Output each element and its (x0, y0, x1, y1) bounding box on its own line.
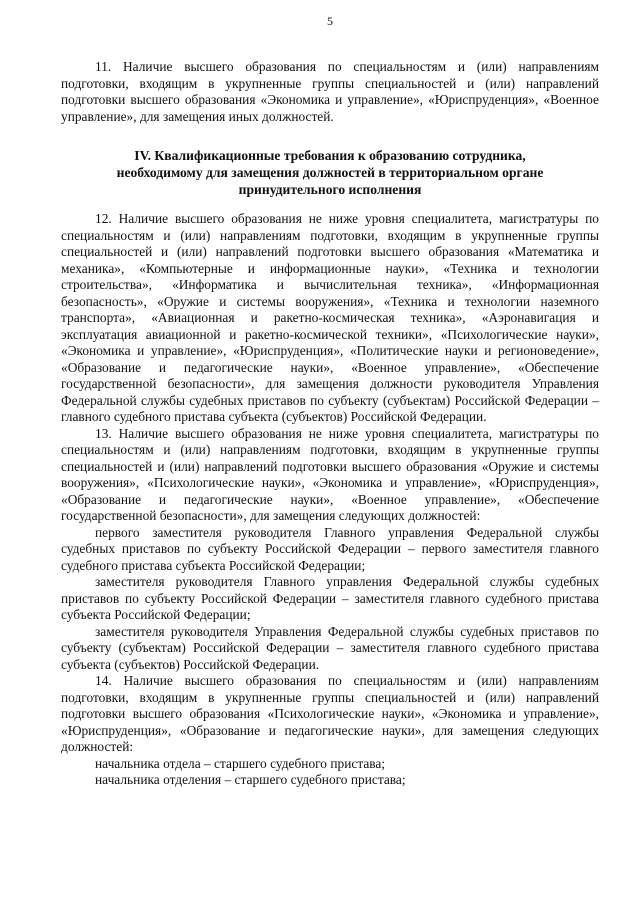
section-heading-line-2: необходимому для замещения должностей в территориальном органе (116, 165, 544, 180)
paragraph-14-item: начальника отдела – старшего судебного пристава; (95, 755, 386, 771)
paragraph-12: 12. Наличие высшего образования не ниже уровня специалитета, магистратуры по специальностям и (или) направлениям подготовки, входящим в укрупненные группы специальностей и (или) направлений подготовки высшего образования «Математика и механика», «Компьютерные и информационные науки», «Техника и технологии строительства», «Информатика и вычислительная техника», «Информационная безопасность», «Оружие и системы вооружения», «Техника и технологии наземного транспорта», «Авиационная и ракетно-космическая техника», «Аэронавигация и эксплуатация авиационной и ракетно-космической техники», «Психологические науки», «Экономика и управление», «Юриспруденция», «Политические науки и регионоведение», «Образование и педагогические науки», «Военное управление», «Обеспечение государственной безопасности», для замещения должности руководителя Управления Федеральной службы судебных приставов по субъекту (субъектам) Российской Федерации – главного судебного пристава субъекта (субъектов) Российской Федерации. (61, 211, 599, 424)
paragraph-14-item: начальника отделения – старшего судебного пристава; (95, 772, 406, 787)
section-heading (61, 147, 599, 198)
paragraph-13: 13. Наличие высшего образования не ниже уровня специалитета, магистратуры по специальностям и (или) направлениям подготовки, входящим в укрупненные группы специальностей и (или) направлений подготовки высшего образования «Оружие и системы вооружения», «Психологические науки», «Экономика и управление», «Юриспруденция», «Образование и педагогические науки», «Военное управление», «Обеспечение государственной безопасности», для замещения следующих должностей: (61, 425, 599, 523)
paragraph-13-item: заместителя руководителя Управления Федеральной службы судебных приставов по субъекту (субъектам) Российской Федерации – заместителя главного судебного пристава субъекта (субъектов) Российской Федерации. (61, 623, 599, 672)
paragraph-13-item: заместителя руководителя Главного управления Федеральной службы судебных приставов по субъекту Российской Федерации – заместителя главного судебного пристава субъекта Российской Федерации; (61, 574, 599, 622)
paragraph-13-item: первого заместителя руководителя Главного управления Федеральной службы судебных приставов по субъекту Российской Федерации – первого заместителя главного судебного пристава субъекта Российской Федерации; (61, 524, 599, 573)
paragraph-11: 11. Наличие высшего образования по специальностям и (или) направлениям подготовки, входящим в укрупненные группы специальностей и (или) направлений подготовки высшего образования «Экономика и управление», «Юриспруденция», «Военное управление», для замещения иных должностей. (61, 59, 599, 124)
section-heading-line-1: IV. Квалификационные требования к образованию сотрудника, (134, 148, 526, 163)
page-number: 5 (327, 14, 333, 28)
document-page (61, 14, 599, 789)
section-heading-line-3: принудительного исполнения (238, 182, 422, 197)
paragraph-14: 14. Наличие высшего образования по специальностям и (или) направлениям подготовки, входящим в укрупненные группы специальностей и (или) направлений подготовки высшего образования «Психологические науки», «Экономика и управление», «Юриспруденция», «Образование и педагогические науки», для замещения следующих должностей: (61, 673, 599, 754)
